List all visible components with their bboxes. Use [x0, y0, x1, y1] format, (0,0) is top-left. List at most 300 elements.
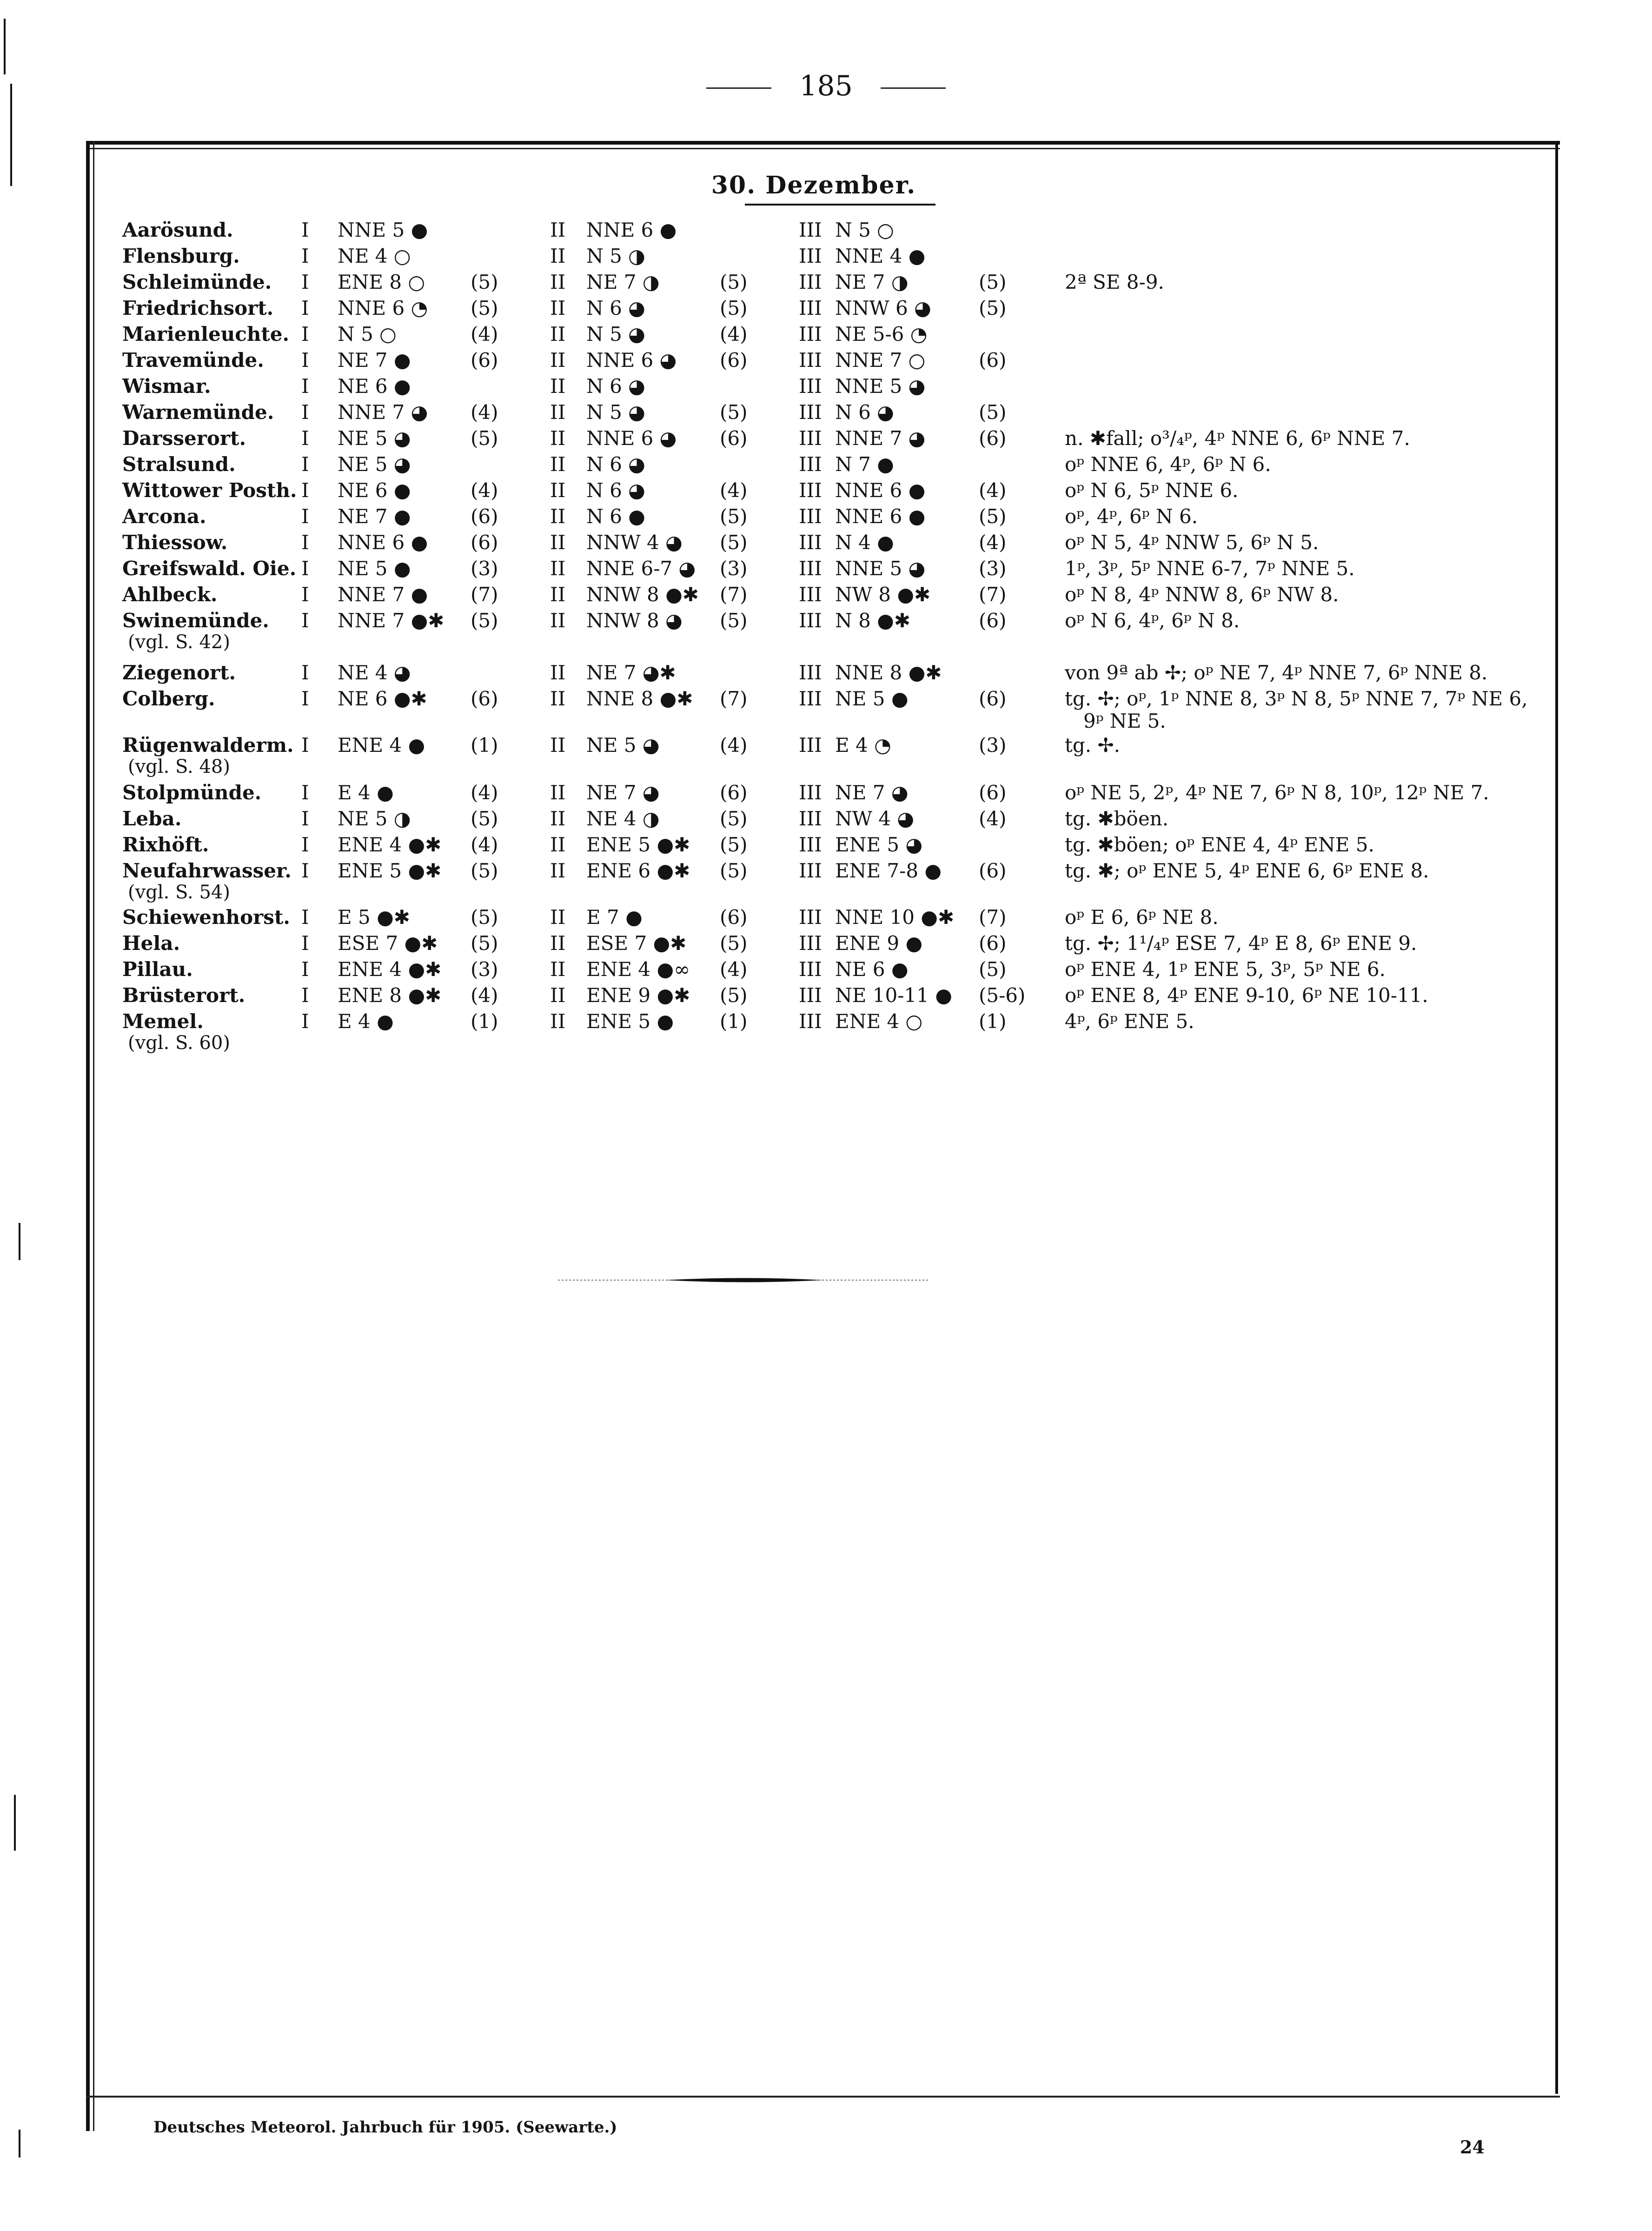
station-name: Ahlbeck.	[122, 583, 218, 606]
obs-term-2-reading: ENE 9 ●✱	[586, 984, 690, 1007]
table-row	[0, 932, 1652, 958]
obs-term-1-reading: ENE 4 ●✱	[338, 958, 442, 981]
obs-term-2-reading: N 5 ◑	[586, 245, 645, 267]
station-name: Ziegenort.	[122, 661, 236, 684]
obs-term-1-reading: E 4 ●	[338, 1010, 394, 1033]
obs-term-2-reading: NE 5 ◕	[586, 734, 660, 757]
obs-term-2-sea: (5)	[720, 401, 748, 424]
obs-term-1-sea: (4)	[471, 323, 498, 345]
obs-term-2-sea: (4)	[720, 958, 748, 981]
station-name: Colberg.	[122, 687, 215, 710]
obs-term-2-reading: NE 7 ◕	[586, 781, 660, 804]
remark-text: oᵖ, 4ᵖ, 6ᵖ N 6.	[1065, 505, 1198, 528]
station-name: Greifswald. Oie.	[122, 557, 297, 580]
table-row	[0, 219, 1652, 245]
frame-top-rule-thin	[86, 148, 1560, 149]
obs-term-2-reading: NNW 8 ●✱	[586, 583, 699, 606]
obs-term-1-label: I	[301, 781, 309, 804]
obs-term-1-label: I	[301, 984, 309, 1007]
obs-term-3-sea: (6)	[979, 932, 1007, 955]
obs-term-3-label: III	[799, 505, 822, 528]
obs-term-3-label: III	[799, 401, 822, 424]
obs-term-3-sea: (3)	[979, 734, 1007, 757]
obs-term-2-reading: NNW 8 ◕	[586, 609, 683, 632]
obs-term-1-label: I	[301, 505, 309, 528]
obs-term-2-reading: NE 7 ◑	[586, 271, 660, 293]
table-row	[0, 859, 1652, 903]
station-reference: (vgl. S. 48)	[128, 756, 230, 777]
obs-term-3-reading: NNE 5 ◕	[835, 375, 926, 398]
remark-text: oᵖ E 6, 6ᵖ NE 8.	[1065, 906, 1219, 929]
obs-term-3-reading: NNE 8 ●✱	[835, 661, 942, 684]
obs-term-1-label: I	[301, 271, 309, 293]
obs-term-2-reading: ENE 6 ●✱	[586, 859, 690, 882]
obs-term-1-sea: (6)	[471, 531, 498, 554]
obs-term-1-reading: NE 7 ●	[338, 505, 411, 528]
obs-term-3-label: III	[799, 219, 822, 241]
obs-term-3-label: III	[799, 1010, 822, 1033]
obs-term-2-label: II	[550, 427, 566, 450]
obs-term-3-label: III	[799, 583, 822, 606]
obs-term-2-sea: (5)	[720, 859, 748, 882]
obs-term-2-label: II	[550, 479, 566, 502]
obs-term-2-sea: (5)	[720, 932, 748, 955]
station-name: Aarösund.	[122, 219, 233, 241]
obs-term-2-sea: (5)	[720, 833, 748, 856]
table-row	[0, 661, 1652, 687]
station-reference: (vgl. S. 54)	[128, 882, 230, 903]
station-name: Warnemünde.	[122, 401, 274, 424]
obs-term-3-reading: NNW 6 ◕	[835, 297, 931, 319]
obs-term-3-reading: NE 5-6 ◔	[835, 323, 928, 345]
obs-term-3-label: III	[799, 609, 822, 632]
obs-term-1-reading: NE 6 ●	[338, 479, 411, 502]
obs-term-2-label: II	[550, 781, 566, 804]
obs-term-2-label: II	[550, 531, 566, 554]
obs-term-3-sea: (6)	[979, 609, 1007, 632]
obs-term-1-reading: NNE 5 ●	[338, 219, 428, 241]
obs-term-2-label: II	[550, 271, 566, 293]
obs-term-2-reading: NNE 8 ●✱	[586, 687, 693, 710]
scan-edge-mark	[14, 1795, 16, 1851]
obs-term-1-label: I	[301, 932, 309, 955]
obs-term-1-reading: ENE 8 ○	[338, 271, 425, 293]
obs-term-3-label: III	[799, 833, 822, 856]
obs-term-3-label: III	[799, 906, 822, 929]
obs-term-1-label: I	[301, 427, 309, 450]
obs-term-1-label: I	[301, 734, 309, 757]
obs-term-3-reading: NE 5 ●	[835, 687, 909, 710]
table-row	[0, 453, 1652, 479]
obs-term-1-label: I	[301, 297, 309, 319]
obs-term-1-reading: NNE 7 ●	[338, 583, 428, 606]
obs-term-1-sea: (5)	[471, 427, 498, 450]
obs-term-1-sea: (1)	[471, 734, 498, 757]
obs-term-3-sea: (6)	[979, 349, 1007, 372]
obs-term-1-label: I	[301, 859, 309, 882]
frame-top-rule	[86, 141, 1560, 145]
obs-term-2-reading: NNE 6 ◕	[586, 427, 677, 450]
obs-term-1-reading: N 5 ○	[338, 323, 397, 345]
obs-term-1-reading: ESE 7 ●✱	[338, 932, 438, 955]
scan-edge-mark	[4, 19, 6, 74]
table-row	[0, 583, 1652, 609]
remark-text: 4ᵖ, 6ᵖ ENE 5.	[1065, 1010, 1194, 1033]
obs-term-1-label: I	[301, 906, 309, 929]
obs-term-3-reading: NNE 5 ◕	[835, 557, 926, 580]
date-heading-underline	[745, 204, 935, 206]
obs-term-3-sea: (5)	[979, 505, 1007, 528]
station-name: Neufahrwasser.	[122, 859, 292, 882]
station-name: Leba.	[122, 807, 182, 830]
obs-term-2-reading: ENE 5 ●✱	[586, 833, 690, 856]
obs-term-3-label: III	[799, 479, 822, 502]
station-name: Wismar.	[122, 375, 211, 398]
obs-term-2-label: II	[550, 958, 566, 981]
obs-term-2-reading: ENE 4 ●∞	[586, 958, 690, 981]
obs-term-1-sea: (6)	[471, 687, 498, 710]
obs-term-2-label: II	[550, 807, 566, 830]
obs-term-3-reading: NE 10-11 ●	[835, 984, 952, 1007]
table-row	[0, 781, 1652, 807]
remark-text: tg. ✢; oᵖ, 1ᵖ NNE 8, 3ᵖ N 8, 5ᵖ NNE 7, 7ᵖ NE 6,	[1065, 687, 1528, 710]
obs-term-1-sea: (4)	[471, 781, 498, 804]
obs-term-1-reading: ENE 5 ●✱	[338, 859, 442, 882]
obs-term-2-reading: E 7 ●	[586, 906, 643, 929]
obs-term-2-label: II	[550, 906, 566, 929]
table-row	[0, 1010, 1652, 1054]
obs-term-3-reading: ENE 9 ●	[835, 932, 923, 955]
obs-term-3-label: III	[799, 984, 822, 1007]
obs-term-1-sea: (5)	[471, 859, 498, 882]
remark-text: tg. ✢.	[1065, 734, 1121, 757]
obs-term-1-sea: (3)	[471, 958, 498, 981]
frame-bottom-rule	[86, 2096, 1560, 2098]
obs-term-2-reading: ENE 5 ●	[586, 1010, 674, 1033]
obs-term-3-reading: N 5 ○	[835, 219, 894, 241]
obs-term-3-sea: (7)	[979, 906, 1007, 929]
obs-term-1-reading: NE 5 ●	[338, 557, 411, 580]
obs-term-2-reading: ESE 7 ●✱	[586, 932, 687, 955]
obs-term-2-sea: (6)	[720, 906, 748, 929]
obs-term-3-reading: NNE 10 ●✱	[835, 906, 955, 929]
table-row	[0, 531, 1652, 557]
obs-term-1-reading: E 5 ●✱	[338, 906, 410, 929]
station-name: Flensburg.	[122, 245, 240, 267]
remark-text: 1ᵖ, 3ᵖ, 5ᵖ NNE 6-7, 7ᵖ NNE 5.	[1065, 557, 1355, 580]
obs-term-3-sea: (6)	[979, 427, 1007, 450]
obs-term-1-reading: NE 5 ◑	[338, 807, 411, 830]
table-row	[0, 734, 1652, 777]
obs-term-3-label: III	[799, 453, 822, 476]
station-name: Swinemünde.	[122, 609, 269, 632]
obs-term-2-sea: (6)	[720, 781, 748, 804]
remark-text: 2ª SE 8-9.	[1065, 271, 1164, 293]
table-row	[0, 375, 1652, 401]
obs-term-1-sea: (4)	[471, 401, 498, 424]
table-row	[0, 984, 1652, 1010]
table-row	[0, 271, 1652, 297]
obs-term-1-sea: (1)	[471, 1010, 498, 1033]
obs-term-2-reading: N 5 ◕	[586, 401, 645, 424]
ornament-divider	[558, 1277, 930, 1283]
table-row	[0, 401, 1652, 427]
obs-term-3-label: III	[799, 958, 822, 981]
obs-term-2-sea: (4)	[720, 734, 748, 757]
obs-term-1-reading: NE 5 ◕	[338, 427, 411, 450]
obs-term-2-sea: (5)	[720, 297, 748, 319]
obs-term-3-reading: NNE 7 ○	[835, 349, 926, 372]
obs-term-2-sea: (5)	[720, 609, 748, 632]
obs-term-3-reading: NW 8 ●✱	[835, 583, 931, 606]
obs-term-2-label: II	[550, 687, 566, 710]
obs-term-1-sea: (4)	[471, 479, 498, 502]
obs-term-2-sea: (5)	[720, 984, 748, 1007]
footer-sheet-number: 24	[1460, 2137, 1485, 2158]
obs-term-2-sea: (7)	[720, 687, 748, 710]
page-number-dash-right	[881, 87, 946, 89]
obs-term-2-reading: NE 7 ◕✱	[586, 661, 676, 684]
obs-term-3-sea: (4)	[979, 807, 1007, 830]
obs-term-3-reading: ENE 4 ○	[835, 1010, 923, 1033]
obs-term-3-label: III	[799, 349, 822, 372]
obs-term-1-label: I	[301, 807, 309, 830]
obs-term-1-sea: (3)	[471, 557, 498, 580]
obs-term-3-sea: (3)	[979, 557, 1007, 580]
scan-edge-mark	[19, 1223, 20, 1260]
page-number	[0, 70, 1652, 102]
obs-term-2-sea: (6)	[720, 427, 748, 450]
obs-term-1-reading: ENE 4 ●✱	[338, 833, 442, 856]
remark-text: oᵖ N 8, 4ᵖ NNW 8, 6ᵖ NW 8.	[1065, 583, 1339, 606]
station-name: Hela.	[122, 932, 180, 955]
obs-term-3-sea: (6)	[979, 687, 1007, 710]
obs-term-2-sea: (4)	[720, 323, 748, 345]
obs-term-1-reading: NE 6 ●	[338, 375, 411, 398]
obs-term-3-sea: (5)	[979, 297, 1007, 319]
obs-term-2-reading: N 6 ◕	[586, 297, 645, 319]
obs-term-3-label: III	[799, 859, 822, 882]
table-row	[0, 609, 1652, 653]
obs-term-2-label: II	[550, 557, 566, 580]
obs-term-3-label: III	[799, 323, 822, 345]
station-name: Memel.	[122, 1010, 204, 1033]
table-row	[0, 349, 1652, 375]
remark-text: oᵖ N 6, 5ᵖ NNE 6.	[1065, 479, 1239, 502]
remark-continuation: 9ᵖ NE 5.	[1083, 710, 1166, 732]
obs-term-3-label: III	[799, 661, 822, 684]
remark-text: von 9ª ab ✢; oᵖ NE 7, 4ᵖ NNE 7, 6ᵖ NNE 8.	[1065, 661, 1488, 684]
obs-term-2-sea: (5)	[720, 531, 748, 554]
obs-term-3-sea: (7)	[979, 583, 1007, 606]
obs-term-1-sea: (5)	[471, 807, 498, 830]
obs-term-3-sea: (6)	[979, 859, 1007, 882]
obs-term-1-reading: NNE 7 ◕	[338, 401, 428, 424]
obs-term-1-reading: NE 7 ●	[338, 349, 411, 372]
station-name: Rügenwalderm.	[122, 734, 294, 757]
page-number-dash-left	[706, 87, 771, 89]
obs-term-3-label: III	[799, 297, 822, 319]
obs-term-1-sea: (6)	[471, 349, 498, 372]
obs-term-1-label: I	[301, 833, 309, 856]
obs-term-3-label: III	[799, 271, 822, 293]
obs-term-1-reading: ENE 8 ●✱	[338, 984, 442, 1007]
obs-term-2-label: II	[550, 323, 566, 345]
obs-term-3-reading: ENE 5 ◕	[835, 833, 923, 856]
obs-term-2-reading: N 5 ◕	[586, 323, 645, 345]
obs-term-1-label: I	[301, 583, 309, 606]
obs-term-1-label: I	[301, 245, 309, 267]
obs-term-1-label: I	[301, 958, 309, 981]
remark-text: oᵖ NE 5, 2ᵖ, 4ᵖ NE 7, 6ᵖ N 8, 10ᵖ, 12ᵖ NE 7.	[1065, 781, 1489, 804]
obs-term-3-label: III	[799, 427, 822, 450]
obs-term-2-sea: (5)	[720, 807, 748, 830]
obs-term-1-reading: NNE 7 ●✱	[338, 609, 445, 632]
obs-term-3-reading: NNE 6 ●	[835, 479, 926, 502]
scan-edge-mark	[19, 2130, 20, 2158]
station-name: Pillau.	[122, 958, 193, 981]
station-name: Thiessow.	[122, 531, 228, 554]
obs-term-1-sea: (5)	[471, 297, 498, 319]
obs-term-2-reading: NE 4 ◑	[586, 807, 660, 830]
obs-term-1-sea: (5)	[471, 932, 498, 955]
obs-term-1-sea: (7)	[471, 583, 498, 606]
obs-term-3-reading: E 4 ◔	[835, 734, 891, 757]
obs-term-1-label: I	[301, 323, 309, 345]
obs-term-2-reading: NNE 6-7 ◕	[586, 557, 696, 580]
station-reference: (vgl. S. 42)	[128, 631, 230, 653]
table-row	[0, 427, 1652, 453]
obs-term-2-reading: NNW 4 ◕	[586, 531, 683, 554]
obs-term-2-sea: (5)	[720, 505, 748, 528]
obs-term-2-label: II	[550, 859, 566, 882]
remark-text: n. ✱fall; o³/₄ᵖ, 4ᵖ NNE 6, 6ᵖ NNE 7.	[1065, 427, 1410, 450]
obs-term-2-label: II	[550, 453, 566, 476]
table-row	[0, 297, 1652, 323]
obs-term-3-reading: ENE 7-8 ●	[835, 859, 942, 882]
obs-term-2-label: II	[550, 219, 566, 241]
obs-term-1-label: I	[301, 1010, 309, 1033]
obs-term-1-label: I	[301, 375, 309, 398]
obs-term-3-label: III	[799, 375, 822, 398]
obs-term-2-label: II	[550, 1010, 566, 1033]
obs-term-1-label: I	[301, 531, 309, 554]
obs-term-1-reading: NE 5 ◕	[338, 453, 411, 476]
obs-term-3-reading: NE 7 ◑	[835, 271, 909, 293]
table-row	[0, 807, 1652, 833]
obs-term-2-label: II	[550, 609, 566, 632]
obs-term-2-sea: (1)	[720, 1010, 748, 1033]
remark-text: tg. ✱böen.	[1065, 807, 1169, 830]
obs-term-1-label: I	[301, 401, 309, 424]
obs-term-3-reading: NNE 4 ●	[835, 245, 926, 267]
table-row	[0, 958, 1652, 984]
obs-term-2-sea: (6)	[720, 349, 748, 372]
obs-term-1-sea: (4)	[471, 833, 498, 856]
station-name: Travemünde.	[122, 349, 264, 372]
station-name: Schiewenhorst.	[122, 906, 290, 929]
table-row	[0, 906, 1652, 932]
obs-term-2-label: II	[550, 734, 566, 757]
station-name: Friedrichsort.	[122, 297, 274, 319]
obs-term-2-label: II	[550, 245, 566, 267]
obs-term-2-label: II	[550, 401, 566, 424]
obs-term-3-sea: (5)	[979, 958, 1007, 981]
obs-term-2-label: II	[550, 583, 566, 606]
obs-term-3-label: III	[799, 932, 822, 955]
obs-term-2-reading: N 6 ●	[586, 505, 645, 528]
station-name: Rixhöft.	[122, 833, 209, 856]
obs-term-1-reading: ENE 4 ●	[338, 734, 425, 757]
obs-term-2-sea: (4)	[720, 479, 748, 502]
station-reference: (vgl. S. 60)	[128, 1032, 230, 1054]
obs-term-1-label: I	[301, 453, 309, 476]
obs-term-3-reading: NE 6 ●	[835, 958, 909, 981]
date-heading: 30. Dezember.	[711, 171, 916, 199]
obs-term-3-sea: (4)	[979, 479, 1007, 502]
obs-term-1-label: I	[301, 661, 309, 684]
obs-term-3-label: III	[799, 734, 822, 757]
obs-term-1-sea: (5)	[471, 906, 498, 929]
obs-term-2-reading: N 6 ◕	[586, 479, 645, 502]
station-name: Schleimünde.	[122, 271, 272, 293]
table-row	[0, 245, 1652, 271]
obs-term-3-reading: NNE 6 ●	[835, 505, 926, 528]
remark-text: oᵖ N 5, 4ᵖ NNW 5, 6ᵖ N 5.	[1065, 531, 1319, 554]
remark-text: tg. ✱; oᵖ ENE 5, 4ᵖ ENE 6, 6ᵖ ENE 8.	[1065, 859, 1429, 882]
obs-term-1-label: I	[301, 687, 309, 710]
obs-term-1-reading: E 4 ●	[338, 781, 394, 804]
obs-term-3-reading: N 4 ●	[835, 531, 894, 554]
obs-term-1-reading: NNE 6 ●	[338, 531, 428, 554]
obs-term-2-reading: N 6 ◕	[586, 375, 645, 398]
obs-term-3-label: III	[799, 687, 822, 710]
obs-term-3-label: III	[799, 781, 822, 804]
obs-term-3-sea: (4)	[979, 531, 1007, 554]
obs-term-3-reading: NNE 7 ◕	[835, 427, 926, 450]
obs-term-3-reading: N 8 ●✱	[835, 609, 911, 632]
remark-text: tg. ✱böen; oᵖ ENE 4, 4ᵖ ENE 5.	[1065, 833, 1374, 856]
obs-term-3-label: III	[799, 807, 822, 830]
obs-term-2-label: II	[550, 505, 566, 528]
station-name: Marienleuchte.	[122, 323, 290, 345]
obs-term-2-label: II	[550, 375, 566, 398]
obs-term-1-label: I	[301, 557, 309, 580]
obs-term-1-sea: (5)	[471, 609, 498, 632]
obs-term-2-reading: N 6 ◕	[586, 453, 645, 476]
station-name: Stolpmünde.	[122, 781, 262, 804]
table-row	[0, 557, 1652, 583]
obs-term-2-reading: NNE 6 ◕	[586, 349, 677, 372]
remark-text: tg. ✢; 1¹/₄ᵖ ESE 7, 4ᵖ E 8, 6ᵖ ENE 9.	[1065, 932, 1417, 955]
obs-term-1-label: I	[301, 349, 309, 372]
obs-term-1-reading: NNE 6 ◔	[338, 297, 428, 319]
table-row	[0, 323, 1652, 349]
obs-term-3-sea: (6)	[979, 781, 1007, 804]
obs-term-1-label: I	[301, 479, 309, 502]
obs-term-3-sea: (5)	[979, 401, 1007, 424]
obs-term-2-label: II	[550, 984, 566, 1007]
station-name: Wittower Posth.	[122, 479, 297, 502]
remark-text: oᵖ NNE 6, 4ᵖ, 6ᵖ N 6.	[1065, 453, 1271, 476]
obs-term-2-label: II	[550, 349, 566, 372]
station-name: Darsserort.	[122, 427, 246, 450]
obs-term-2-reading: NNE 6 ●	[586, 219, 677, 241]
obs-term-2-sea: (3)	[720, 557, 748, 580]
obs-term-3-label: III	[799, 557, 822, 580]
obs-term-1-reading: NE 4 ○	[338, 245, 411, 267]
obs-term-1-reading: NE 6 ●✱	[338, 687, 427, 710]
